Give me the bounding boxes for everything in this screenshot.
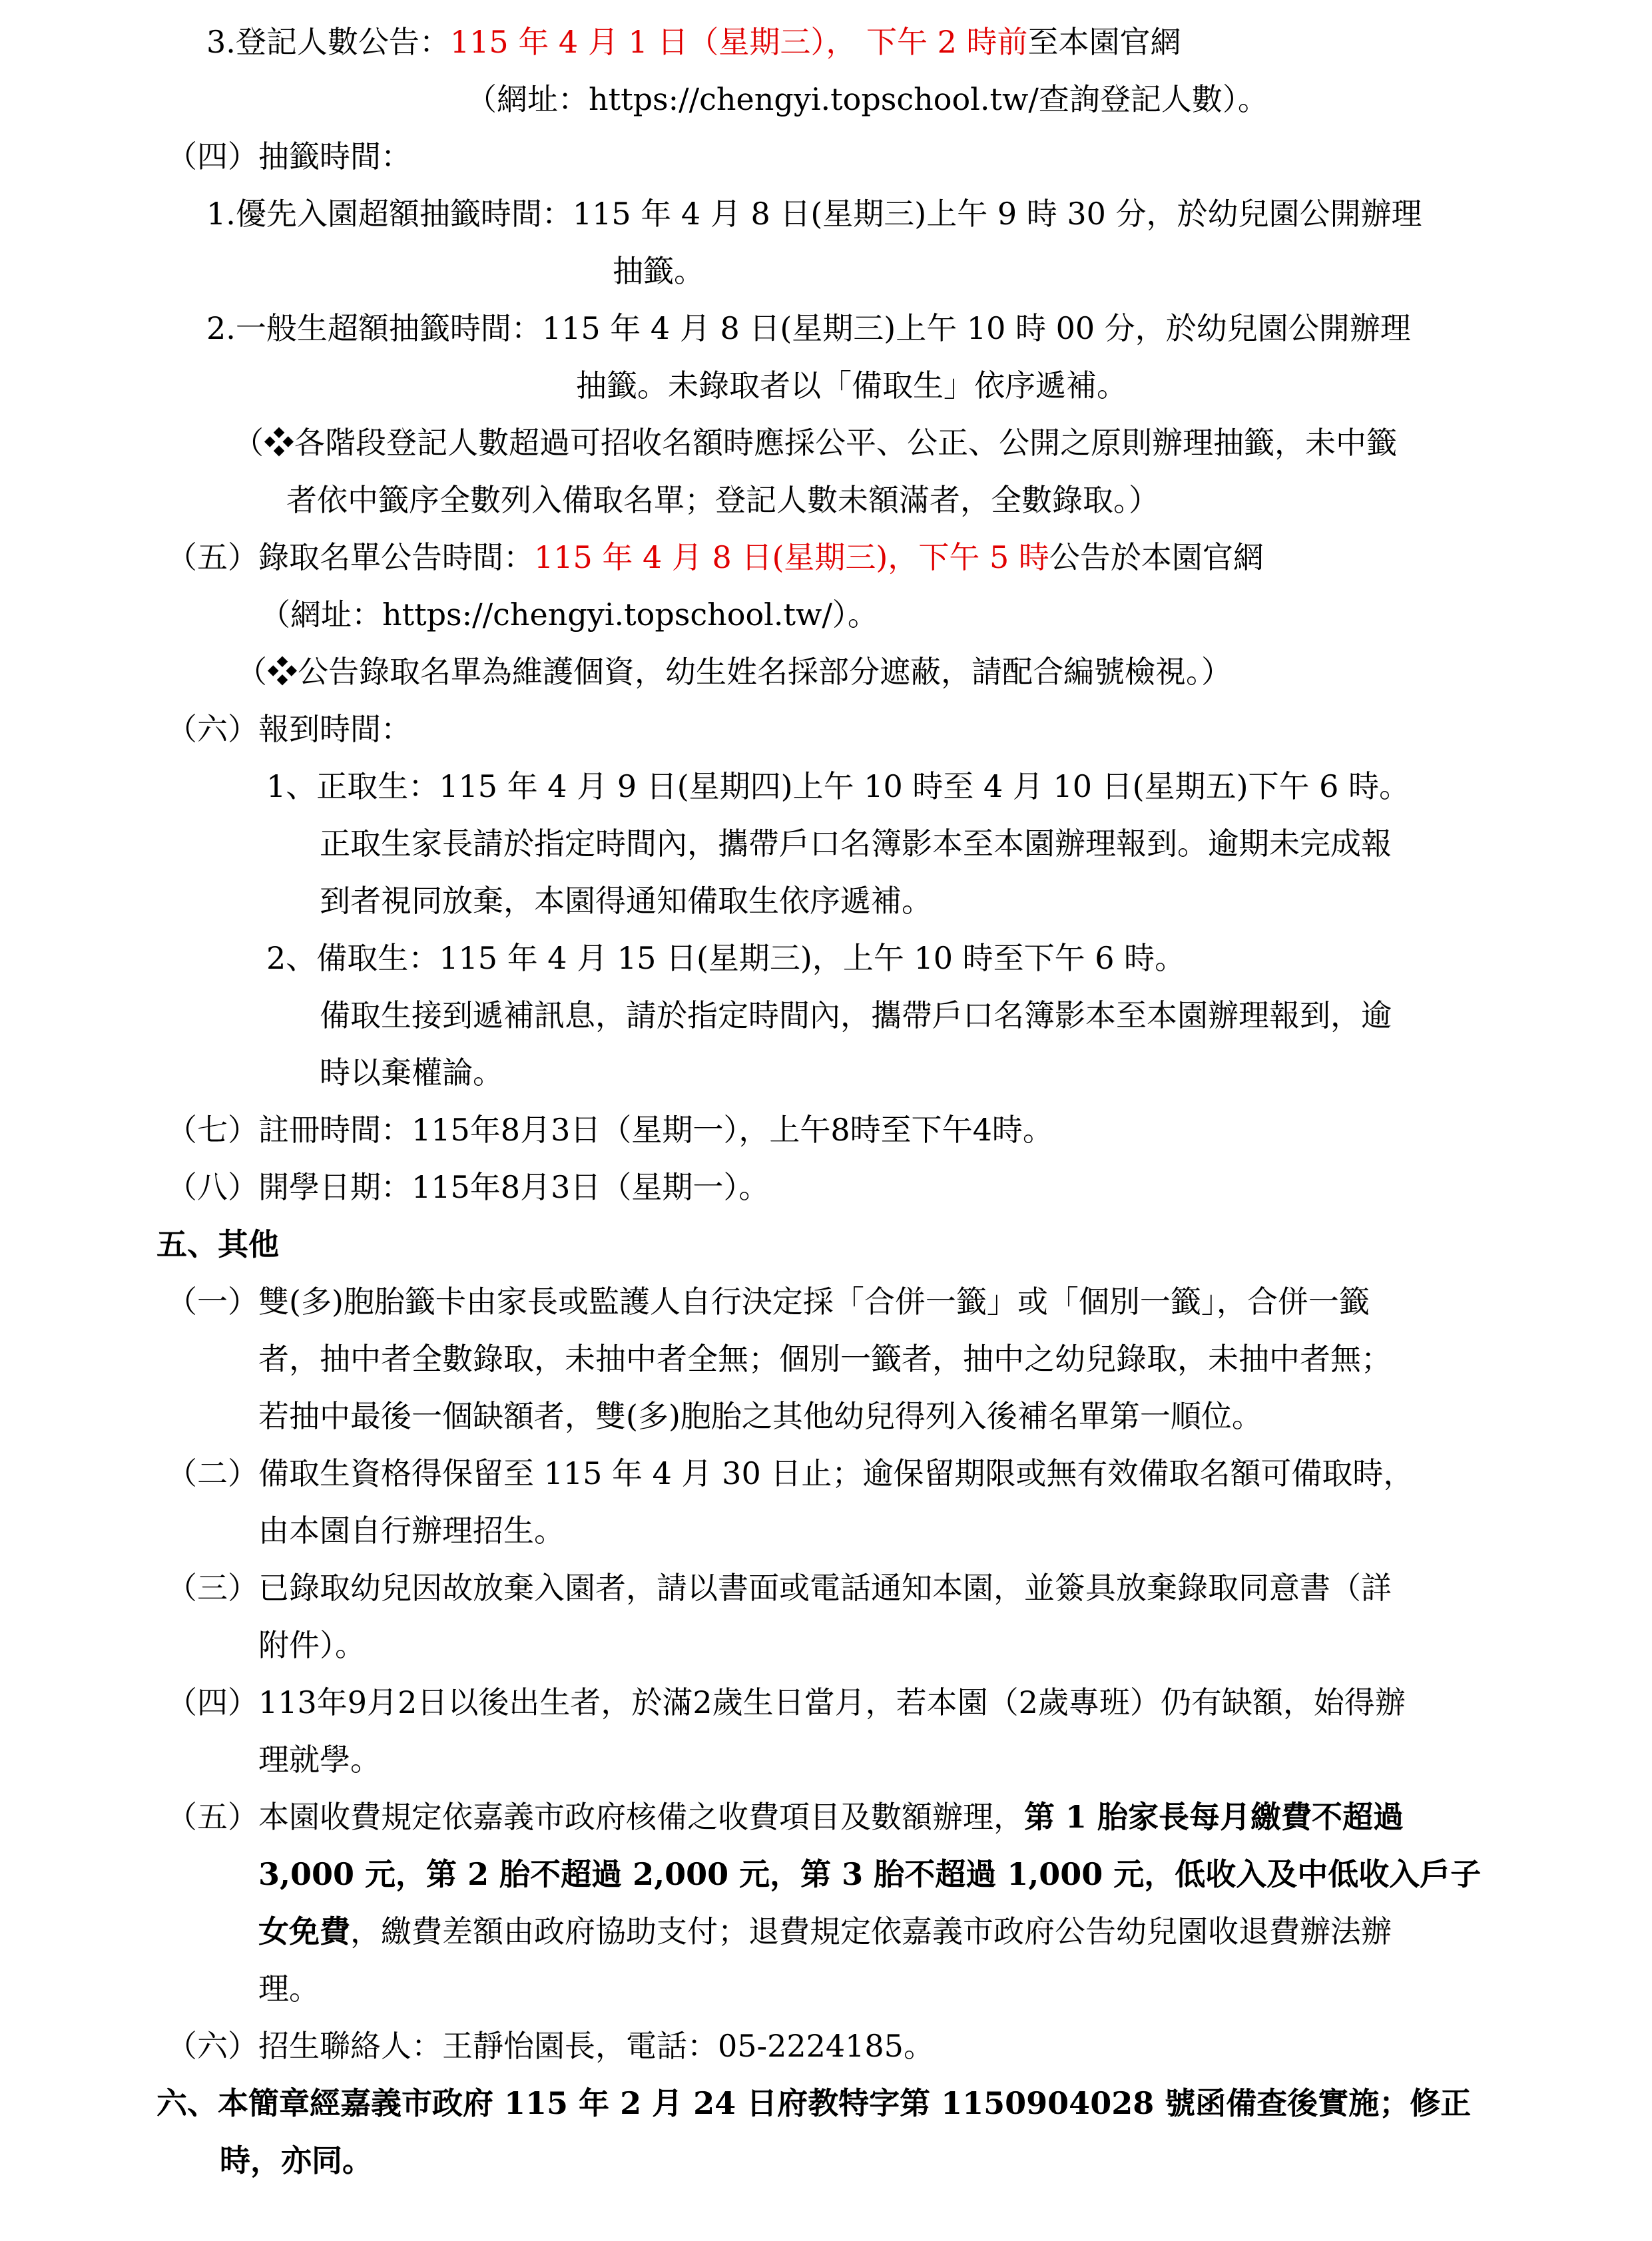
line-text: 者依中籤序全數列入備取名單；登記人數未額滿者，全數錄取。） [286, 482, 1159, 518]
doc-section-heading-others [0, 1216, 1652, 1273]
line-text-bold-fee: 3,000 元，第 2 胎不超過 2,000 元，第 3 胎不超過 1,000 元，低收入及中低收入戶子 [258, 1856, 1482, 1892]
line-text: （三）已錄取幼兒因故放棄入園者，請以書面或電話通知本園，並簽具放棄錄取同意書（詳 [166, 1570, 1392, 1606]
doc-line-accepted-checkin-cont2 [0, 872, 1652, 929]
line-text: 1、正取生：115 年 4 月 9 日(星期四)上午 10 時至 4 月 10 日(星期五)下午 6 時。 [266, 768, 1410, 804]
doc-line-abandon-admission [0, 1559, 1652, 1617]
doc-line-waitlist-retention [0, 1445, 1652, 1502]
doc-line-enrollment-time [0, 1101, 1652, 1158]
doc-line-lottery-note-cont [0, 471, 1652, 529]
doc-line-fee-rule [0, 1788, 1652, 1846]
doc-line-checkin-heading [0, 700, 1652, 758]
doc-line-waitlist-checkin-cont1 [0, 987, 1652, 1044]
line-text: （網址：https://chengyi.topschool.tw/）。 [260, 597, 878, 632]
line-text: 抽籤。 [613, 253, 704, 289]
doc-line-privacy-note [0, 643, 1652, 700]
line-text: 1.優先入園超額抽籤時間：115 年 4 月 8 日(星期三)上午 9 時 30 分，於幼兒園公開辦理 [206, 196, 1422, 232]
line-text: （一）雙(多)胞胎籤卡由家長或監護人自行決定採「合併一籤」或「個別一籤」，合併一籤 [166, 1284, 1370, 1320]
doc-line-contact-person [0, 2017, 1652, 2075]
line-text: 2.一般生超額抽籤時間：115 年 4 月 8 日(星期三)上午 10 時 00 分，於幼兒園公開辦理 [206, 310, 1411, 346]
doc-line-age-rule [0, 1674, 1652, 1731]
line-text: 附件）。 [258, 1627, 366, 1663]
doc-line-school-start-date [0, 1158, 1652, 1216]
line-text: （二）備取生資格得保留至 115 年 4 月 30 日止；逾保留期限或無有效備取名額可備取時， [166, 1455, 1414, 1491]
doc-line-waitlist-checkin [0, 929, 1652, 987]
doc-line-accepted-checkin-cont1 [0, 815, 1652, 872]
doc-line-twins-rule-cont1 [0, 1330, 1652, 1387]
line-text: （五）本園收費規定依嘉義市政府核備之收費項目及數額辦理， [166, 1799, 1024, 1835]
doc-line-priority-lottery-cont [0, 242, 1652, 300]
doc-line-lottery-note [0, 414, 1652, 471]
line-text: 由本園自行辦理招生。 [258, 1513, 565, 1549]
doc-section-heading-approval [0, 2075, 1652, 2132]
doc-line-priority-lottery [0, 185, 1652, 242]
line-text: 2、備取生：115 年 4 月 15 日(星期三)，上午 10 時至下午 6 時。 [266, 940, 1186, 976]
line-text: 公告於本園官網 [1049, 539, 1264, 575]
line-text: 3.登記人數公告： [206, 24, 450, 60]
doc-line-fee-rule-cont3 [0, 1960, 1652, 2017]
line-text: （七）註冊時間：115年8月3日（星期一），上午8時至下午4時。 [166, 1112, 1053, 1148]
line-text-red-date: 115 年 4 月 8 日(星期三)，下午 5 時 [534, 539, 1049, 575]
doc-line-waitlist-retention-cont [0, 1502, 1652, 1559]
line-text: 到者視同放棄，本園得通知備取生依序遞補。 [320, 883, 932, 919]
doc-line-registration-count-announce [0, 13, 1652, 71]
doc-line-twins-rule-cont2 [0, 1387, 1652, 1445]
line-text: （八）開學日期：115年8月3日（星期一）。 [166, 1169, 770, 1205]
section-heading-text: 六、本簡章經嘉義市政府 115 年 2 月 24 日府教特字第 1150904028 號函備查後實施；修正 [156, 2085, 1472, 2121]
doc-line-age-rule-cont [0, 1731, 1652, 1788]
doc-line-approval-cont [0, 2132, 1652, 2189]
line-text: 時以棄權論。 [320, 1055, 503, 1091]
doc-line-general-lottery [0, 300, 1652, 357]
doc-line-twins-rule [0, 1273, 1652, 1330]
line-text: 理就學。 [258, 1742, 381, 1778]
section-heading-text: 五、其他 [156, 1226, 279, 1262]
doc-line-registration-url [0, 71, 1652, 128]
line-text: （四）抽籤時間： [166, 138, 412, 174]
line-text: 若抽中最後一個缺額者，雙(多)胞胎之其他幼兒得列入後補名單第一順位。 [258, 1398, 1262, 1434]
line-text-red-date: 115 年 4 月 1 日（星期三）， 下午 2 時前 [449, 24, 1028, 60]
line-text: （五）錄取名單公告時間： [166, 539, 534, 575]
doc-line-waitlist-checkin-cont2 [0, 1044, 1652, 1101]
line-text: 抽籤。未錄取者以「備取生」依序遞補。 [576, 368, 1127, 403]
line-text: 至本園官網 [1027, 24, 1181, 60]
line-text: （四）113年9月2日以後出生者，於滿2歲生日當月，若本園（2歲專班）仍有缺額，始得辦 [166, 1684, 1406, 1720]
line-text: 者，抽中者全數錄取，未抽中者全無；個別一籤者，抽中之幼兒錄取，未抽中者無； [258, 1341, 1392, 1377]
line-text: （❖公告錄取名單為維護個資，幼生姓名採部分遮蔽，請配合編號檢視。） [236, 654, 1232, 690]
section-heading-text: 時，亦同。 [220, 2142, 373, 2178]
doc-line-abandon-admission-cont [0, 1617, 1652, 1674]
line-text-bold-fee: 女免費 [258, 1913, 350, 1949]
line-text: （六）招生聯絡人：王靜怡園長，電話：05-2224185。 [166, 2028, 934, 2064]
line-text: ，繳費差額由政府協助支付；退費規定依嘉義市政府公告幼兒園收退費辦法辦 [350, 1913, 1392, 1949]
line-text-bold-fee: 第 1 胎家長每月繳費不超過 [1024, 1799, 1404, 1835]
line-text: （六）報到時間： [166, 711, 412, 747]
doc-line-fee-rule-cont1 [0, 1846, 1652, 1903]
doc-line-admission-url [0, 586, 1652, 643]
line-text: 理。 [258, 1971, 320, 2007]
doc-line-general-lottery-cont [0, 357, 1652, 414]
doc-line-fee-rule-cont2 [0, 1903, 1652, 1960]
doc-line-accepted-checkin [0, 758, 1652, 815]
line-text: （網址：https://chengyi.topschool.tw/查詢登記人數）。 [466, 81, 1268, 117]
line-text: 備取生接到遞補訊息，請於指定時間內，攜帶戶口名簿影本至本園辦理報到，逾 [320, 997, 1392, 1033]
doc-line-lottery-time-heading [0, 128, 1652, 185]
line-text: （❖各階段登記人數超過可招收名額時應採公平、公正、公開之原則辦理抽籤，未中籤 [233, 425, 1397, 461]
line-text: 正取生家長請於指定時間內，攜帶戶口名簿影本至本園辦理報到。逾期未完成報 [320, 826, 1392, 862]
doc-line-admission-list-announce [0, 529, 1652, 586]
